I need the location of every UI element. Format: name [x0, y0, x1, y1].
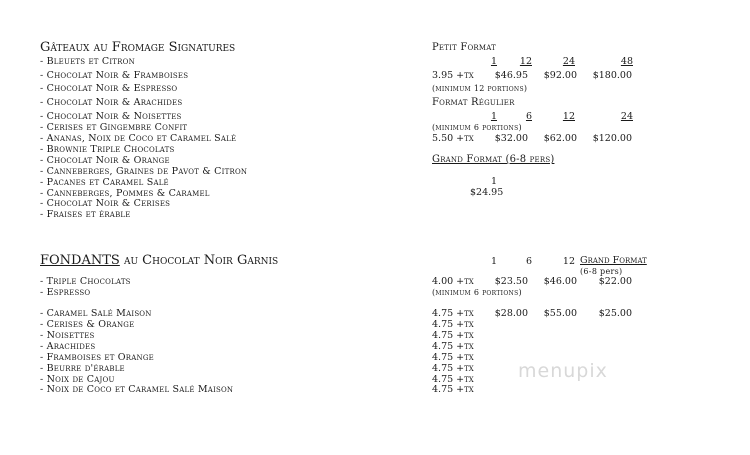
fondant-grand-format-sub: (6-8 pers)	[580, 267, 623, 276]
petit-price-24: $92.00	[543, 70, 577, 81]
fondant-item: - Arachides	[40, 341, 96, 352]
fondant-price-1: 4.75 +tx	[432, 384, 474, 395]
fondant-item: - Espresso	[40, 287, 91, 298]
regulier-qty-1: 1	[490, 111, 497, 122]
menu-item: - Fraises et érable	[40, 209, 131, 220]
section1-title: Gâteaux au Fromage Signatures	[40, 40, 236, 55]
menu-item: - Chocolat Noir & Framboises	[40, 70, 189, 81]
petit-qty-1: 1	[490, 56, 497, 67]
regulier-qty-24: 24	[620, 111, 633, 122]
menu-item: - Cerises et Gingembre Confit	[40, 122, 188, 133]
regulier-qty-6: 6	[525, 111, 532, 122]
fondant-price-12: $46.00	[543, 276, 577, 287]
petit-qty-12: 12	[519, 56, 532, 67]
petit-minimum-note: (minimum 12 portions)	[432, 84, 528, 93]
section2-title-strong: FONDANTS	[40, 253, 120, 268]
section2-title	[40, 253, 278, 268]
fondant-price-1: 4.75 +tx	[432, 319, 474, 330]
menu-item: - Canneberges, Pommes & Caramel	[40, 188, 210, 199]
petit-price-12: $46.95	[494, 70, 528, 81]
regulier-price-24: $120.00	[592, 133, 632, 144]
fondant-item: - Triple Chocolats	[40, 276, 131, 287]
petit-qty-24: 24	[562, 56, 575, 67]
fondant-grand-format-heading: Grand Format	[580, 255, 647, 266]
fondant-price-grand: $25.00	[598, 308, 632, 319]
regulier-format-heading: Format Régulier	[432, 97, 515, 108]
fondant-price-1: 4.75 +tx	[432, 352, 474, 363]
fondant-item: - Noix de Coco et Caramel Salé Maison	[40, 384, 234, 395]
petit-price-48: $180.00	[592, 70, 632, 81]
petit-qty-48: 48	[620, 56, 633, 67]
menu-item: - Chocolat Noir & Orange	[40, 155, 170, 166]
fondant-price-12: $55.00	[543, 308, 577, 319]
menu-item: - Chocolat Noir & Espresso	[40, 83, 178, 94]
fondant-item: - Noisettes	[40, 330, 95, 341]
fondant-price-1: 4.00 +tx	[432, 276, 474, 287]
fondant-price-1: 4.75 +tx	[432, 363, 474, 374]
fondant-price-1: 4.75 +tx	[432, 374, 474, 385]
menu-item: - Chocolat Noir & Cerises	[40, 198, 171, 209]
regulier-qty-12: 12	[562, 111, 575, 122]
petit-format-heading: Petit Format	[432, 42, 496, 53]
fondant-item: - Noix de Cajou	[40, 374, 115, 385]
grand-qty-1: 1	[490, 176, 497, 187]
menu-item: - Brownie Triple Chocolats	[40, 144, 175, 155]
fondant-qty-12: 12	[562, 256, 575, 267]
grand-format-heading: Grand Format (6-8 pers)	[432, 154, 555, 165]
fondant-price-1: 4.75 +tx	[432, 341, 474, 352]
fondant-price-1: 4.75 +tx	[432, 308, 474, 319]
menu-item: - Bleuets et Citron	[40, 56, 135, 67]
fondant-item: - Framboises et Orange	[40, 352, 154, 363]
fondant-price-grand: $22.00	[598, 276, 632, 287]
regulier-minimum-note: (minimum 6 portions)	[432, 123, 522, 132]
menu-item: - Canneberges, Graines de Pavot & Citron	[40, 166, 248, 177]
fondant-price-6: $23.50	[494, 276, 528, 287]
petit-price-1: 3.95 +tx	[432, 70, 474, 81]
fondant-price-1: 4.75 +tx	[432, 330, 474, 341]
menu-item: - Pacanes et Caramel Salé	[40, 177, 169, 188]
grand-price: $24.95	[470, 187, 504, 198]
fondant-item: - Beurre d'érable	[40, 363, 125, 374]
menu-item: - Chocolat Noir & Arachides	[40, 97, 183, 108]
menu-item: - Chocolat Noir & Noisettes	[40, 111, 182, 122]
fondant-item: - Cerises & Orange	[40, 319, 135, 330]
fondant-item: - Caramel Salé Maison	[40, 308, 152, 319]
section2-title-rest: au Chocolat Noir Garnis	[119, 253, 279, 268]
fondant-price-6: $28.00	[494, 308, 528, 319]
watermark-logo: menupix	[518, 360, 608, 382]
menu-item: - Ananas, Noix de Coco et Caramel Salé	[40, 133, 237, 144]
fondant-qty-6: 6	[525, 256, 532, 267]
regulier-price-1: 5.50 +tx	[432, 133, 474, 144]
regulier-price-12: $62.00	[543, 133, 577, 144]
fondant-qty-1: 1	[490, 256, 497, 267]
regulier-price-6: $32.00	[494, 133, 528, 144]
fondant-minimum-note: (minimum 6 portions)	[432, 288, 522, 297]
